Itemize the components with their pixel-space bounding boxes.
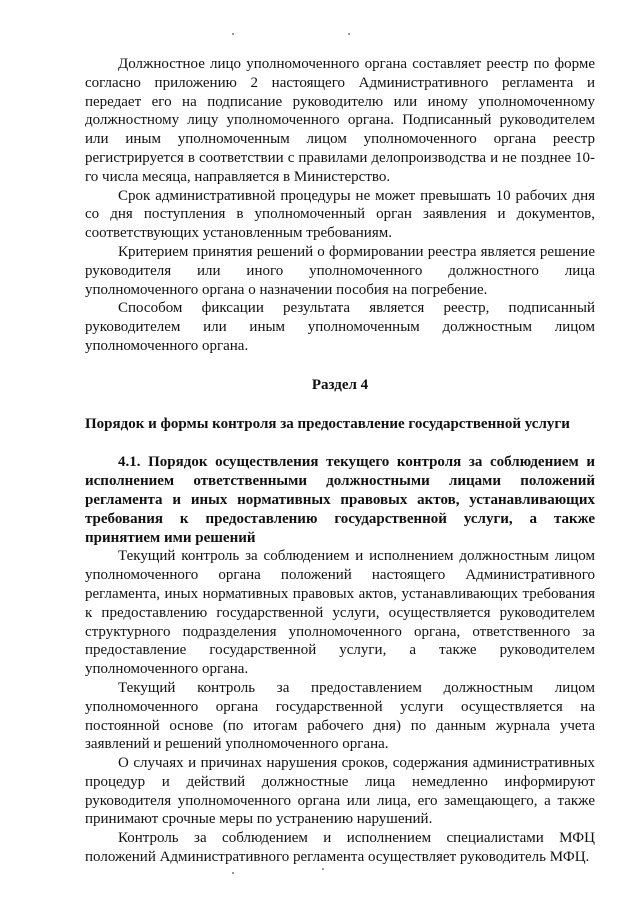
scan-speck xyxy=(348,33,350,35)
scan-speck xyxy=(232,872,234,874)
section-title: Раздел 4 xyxy=(311,376,369,393)
paragraph-result-fixation: Способом фиксации результата является реестр, подписанный руководителем или иным уполномоченным должностным лицом уполномоченного органа. xyxy=(85,300,595,354)
scan-speck xyxy=(232,33,234,35)
document-body xyxy=(85,55,595,867)
paragraph-violations: О случаях и причинах нарушения сроков, содержания административных процедур и действий должностные лица немедленно информируют руководителя уполномоченного органа или лица, его замещающего, а также принимают срочные меры по устранению нарушений. xyxy=(85,755,595,828)
paragraph-mfc-control: Контроль за соблюдением и исполнением специалистами МФЦ положений Административного регламента осуществляет руководитель МФЦ. xyxy=(85,830,595,866)
paragraph-procedure-deadline: Срок административной процедуры не может превышать 10 рабочих дня со дня поступления в уполномоченный орган заявления и документов, соответствующих установленным требованиям. xyxy=(85,187,595,242)
paragraph-current-control: Текущий контроль за соблюдением и исполнением должностным лицом уполномоченного органа положений настоящего Административного регламента, иных нормативных правовых актов, устанавливающих требования к предоставлению государственной услуги, осуществляется руководителем структурного подразделения уполномоченного органа, ответственного за предоставление государственной услуги, а также руководителем уполномоченного органа. xyxy=(85,548,595,678)
subsection-heading: 4.1. Порядок осуществления текущего контроля за соблюдением и исполнением ответственными должностными лицами положений регламента и иных нормативных правовых актов, устанавливающих требования к предоставлению государственной услуги, а также принятием ими решений xyxy=(85,454,595,546)
paragraph-registry-compilation: Должностное лицо уполномоченного органа составляет реестр по форме согласно приложению 2 настоящего Административного регламента и передает его на подписание руководителю или иному уполномоченному должностному лицу уполномоченного органа. Подписанный руководителем или иным уполномоченным лицом уполномоченного органа реестр регистрируется в соответствии с правилами делопроизводства и не позднее 10-го числа месяца, направляется в Министерство. xyxy=(85,56,595,185)
paragraph-decision-criterion: Критерием принятия решений о формировании реестра является решение руководителя или иного уполномоченного должностного лица уполномоченного органа о назначении пособия на погребение. xyxy=(85,243,595,298)
scan-speck xyxy=(322,868,324,870)
section-heading: Порядок и формы контроля за предоставление государственной услуги xyxy=(85,415,570,432)
paragraph-continuous-control: Текущий контроль за предоставлением должностным лицом уполномоченного органа государственной услуги осуществляется на постоянной основе (по итогам рабочего дня) по данным журнала учета заявлений и решений уполномоченного органа. xyxy=(85,679,595,753)
